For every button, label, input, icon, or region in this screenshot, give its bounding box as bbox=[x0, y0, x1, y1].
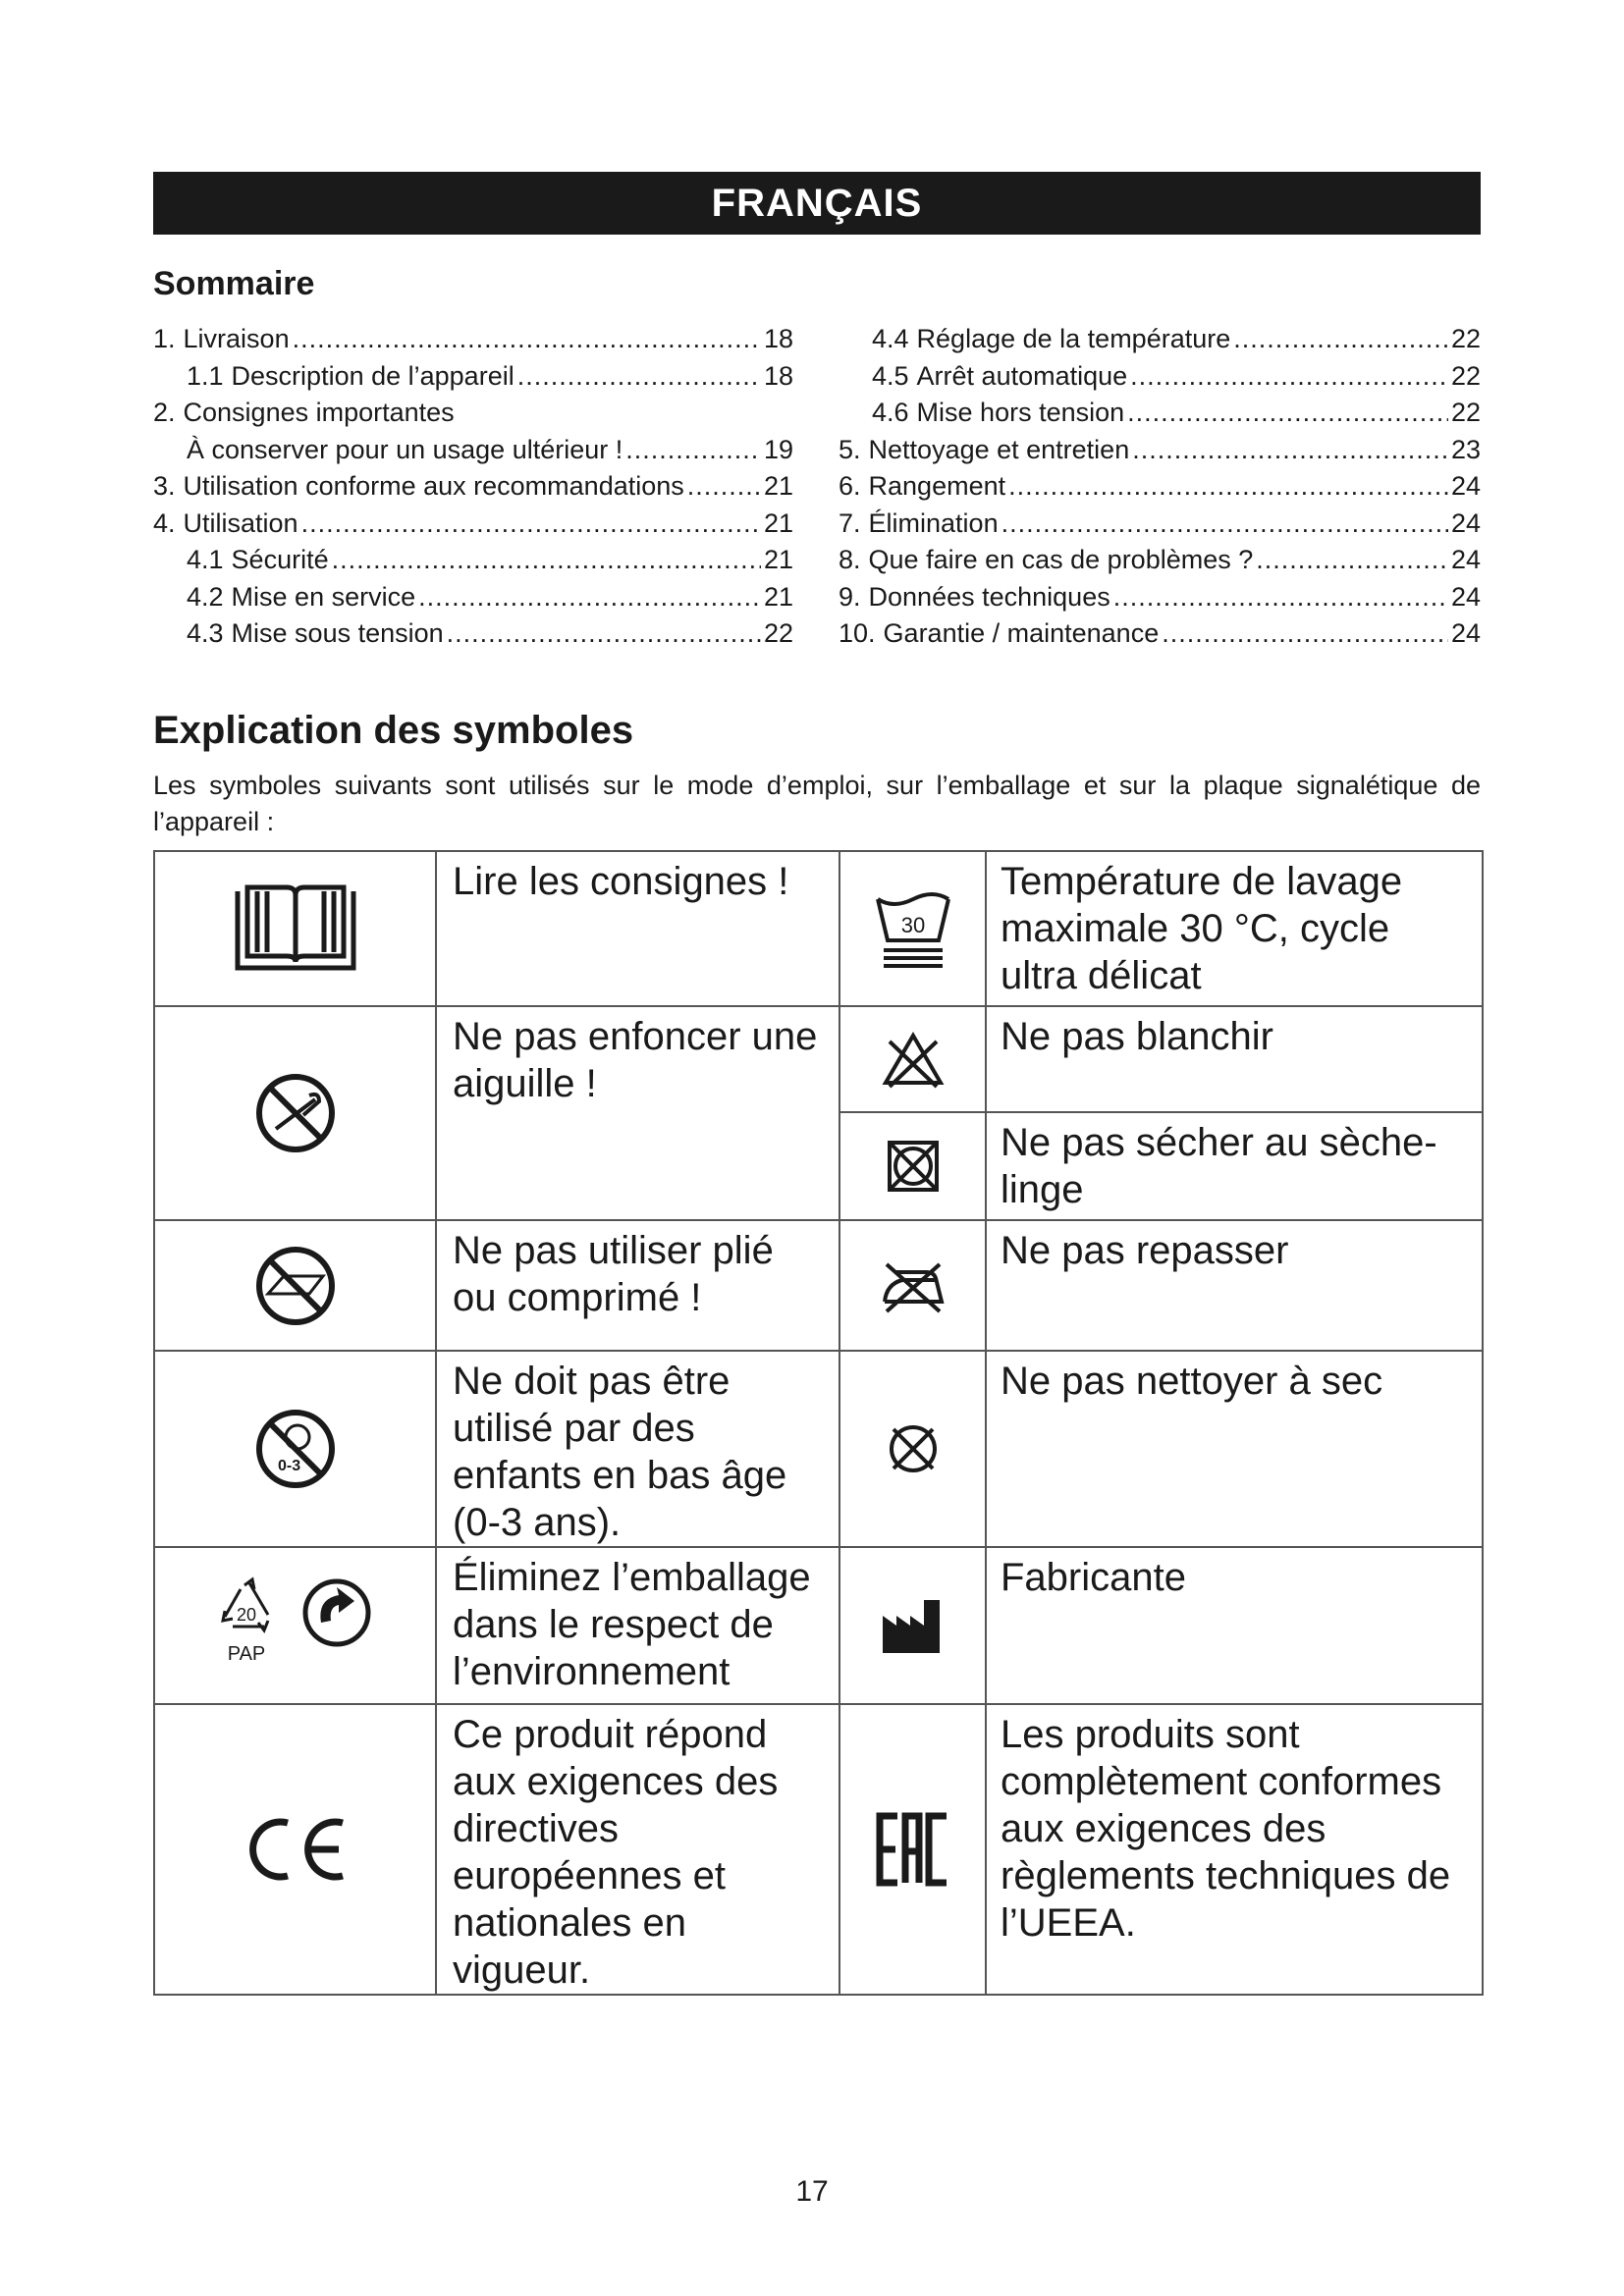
toc-leader-dots bbox=[1113, 579, 1448, 616]
toc-entry bbox=[153, 506, 793, 543]
table-row bbox=[154, 1547, 1483, 1704]
toc-entry-number: 8. bbox=[839, 545, 861, 574]
toc-entry-label: Données techniques bbox=[868, 581, 1110, 612]
wash-temp-label: 30 bbox=[900, 913, 925, 937]
no-dry-clean-icon bbox=[839, 1351, 986, 1547]
toc-entry-number: 4. bbox=[153, 507, 176, 538]
toc-entry-label: Mise sous tension bbox=[231, 618, 444, 648]
toc-entry-number: 4.3 bbox=[187, 618, 224, 648]
page-number: 17 bbox=[795, 2175, 829, 2208]
toc-entry-number: 5. bbox=[839, 434, 861, 464]
toc-entry-label: Garantie / maintenance bbox=[883, 618, 1160, 648]
toc-leader-dots bbox=[1130, 358, 1448, 396]
wash-30-icon bbox=[839, 851, 986, 1006]
no-needle-text: Ne pas enfoncer une aiguille ! bbox=[436, 1006, 839, 1220]
table-row bbox=[154, 1006, 1483, 1112]
toc-entry-label: Nettoyage et entretien bbox=[868, 434, 1130, 464]
toc-entry-page: 23 bbox=[1450, 434, 1481, 464]
toc-leader-dots bbox=[301, 506, 761, 543]
toc-entry bbox=[153, 432, 793, 469]
toc-leader-dots bbox=[447, 615, 761, 653]
toc-leader-dots bbox=[517, 358, 761, 396]
table-row bbox=[154, 1351, 1483, 1547]
toc-entry-label: Consignes importantes bbox=[183, 398, 455, 427]
toc-entry bbox=[153, 579, 793, 616]
toc-entry-page: 21 bbox=[763, 545, 793, 574]
ce-conformity-text: Ce produit répond aux exigences des directives européennes et nationales en vigueur. bbox=[436, 1704, 839, 1995]
toc-entry-label: Mise en service bbox=[231, 581, 416, 612]
toc-entry-label: Arrêt automatique bbox=[916, 360, 1128, 391]
manufacturer-icon bbox=[839, 1547, 986, 1704]
toc-entry bbox=[153, 542, 793, 579]
toc-entry-number: 9. bbox=[839, 581, 861, 612]
toc-entry-page: 24 bbox=[1450, 581, 1481, 612]
toc-entry-page: 18 bbox=[763, 324, 793, 353]
toc-leader-dots bbox=[687, 468, 761, 506]
toc-leader-dots bbox=[332, 542, 761, 579]
language-header: FRANÇAIS bbox=[153, 172, 1481, 235]
no-bleach-text: Ne pas blanchir bbox=[986, 1006, 1483, 1112]
toc-entry-page: 24 bbox=[1450, 618, 1481, 648]
toc-entry-number: 7. bbox=[839, 507, 861, 538]
toc-entry-page: 21 bbox=[763, 507, 793, 538]
toc-leader-dots bbox=[293, 321, 761, 358]
toc-entry bbox=[839, 395, 1481, 432]
toc-entry-number: 4.6 bbox=[872, 398, 909, 427]
toc-entry-number: 4.1 bbox=[187, 545, 224, 574]
toc-entry-number: 6. bbox=[839, 471, 861, 501]
toc-entry-label: Rangement bbox=[868, 471, 1006, 501]
toc-entry bbox=[153, 468, 793, 506]
no-children-text: Ne doit pas être utilisé par des enfants en bas âge (0-3 ans). bbox=[436, 1351, 839, 1547]
eac-conformity-text: Les produits sont complètement conformes aux exigences des règlements techniques de l’UEEA. bbox=[986, 1704, 1483, 1995]
no-tumble-dry-icon bbox=[839, 1112, 986, 1220]
read-instructions-text: Lire les consignes ! bbox=[436, 851, 839, 1006]
toc-left-column bbox=[153, 321, 793, 653]
symbols-intro: Les symboles suivants sont utilisés sur le mode d’emploi, sur l’emballage et sur la plaque signalétique de l’appareil : bbox=[153, 771, 1481, 836]
toc-leader-dots bbox=[1127, 395, 1448, 432]
no-iron-text: Ne pas repasser bbox=[986, 1220, 1483, 1351]
toc-entry-page: 22 bbox=[1450, 324, 1481, 353]
no-folded-icon bbox=[154, 1220, 436, 1351]
toc-leader-dots bbox=[1001, 506, 1448, 543]
wash-temp-text: Température de lavage maximale 30 °C, cycle ultra délicat bbox=[986, 851, 1483, 1006]
symbols-table bbox=[153, 850, 1484, 1996]
toc-entry-number: 2. bbox=[153, 398, 176, 427]
toc-entry-page: 24 bbox=[1450, 545, 1481, 574]
toc-leader-dots bbox=[1233, 321, 1448, 358]
toc-entry-page: 22 bbox=[1450, 360, 1481, 391]
toc-entry-label: Livraison bbox=[183, 324, 290, 353]
toc-entry bbox=[839, 615, 1481, 653]
recycle-code: 20 bbox=[236, 1605, 256, 1625]
no-folded-text: Ne pas utiliser plié ou comprimé ! bbox=[436, 1220, 839, 1351]
toc-entry bbox=[839, 432, 1481, 469]
toc-entry-page: 18 bbox=[763, 360, 793, 391]
toc-entry bbox=[153, 395, 793, 432]
no-children-icon bbox=[154, 1351, 436, 1547]
toc-entry-label: Élimination bbox=[868, 507, 999, 538]
toc-entry-number: 1. bbox=[153, 324, 176, 353]
toc-entry-label: À conserver pour un usage ultérieur ! bbox=[187, 434, 623, 464]
toc-entry-label: Utilisation conforme aux recommandations bbox=[183, 471, 684, 501]
recycling-icons bbox=[154, 1547, 436, 1704]
toc-entry-number: 3. bbox=[153, 471, 176, 501]
toc-leader-dots bbox=[418, 579, 761, 616]
manufacturer-text: Fabricante bbox=[986, 1547, 1483, 1704]
dispose-packaging-text: Éliminez l’emballage dans le respect de l’environnement bbox=[436, 1547, 839, 1704]
toc-leader-dots bbox=[1256, 542, 1448, 579]
toc-entry-page: 22 bbox=[1450, 398, 1481, 427]
toc-entry bbox=[153, 321, 793, 358]
toc-entry bbox=[153, 615, 793, 653]
table-row bbox=[154, 1704, 1483, 1995]
toc-entry-number: 1.1 bbox=[187, 360, 224, 391]
toc-entry-label: Que faire en cas de problèmes ? bbox=[868, 545, 1254, 574]
toc-entry bbox=[839, 579, 1481, 616]
no-tumble-dry-text: Ne pas sécher au sèche-linge bbox=[986, 1112, 1483, 1220]
toc-entry-label: Réglage de la température bbox=[916, 324, 1231, 353]
toc-entry bbox=[839, 358, 1481, 396]
toc-entry-label: Description de l’appareil bbox=[231, 360, 514, 391]
toc-entry bbox=[839, 468, 1481, 506]
toc-heading: Sommaire bbox=[153, 265, 315, 302]
book-icon bbox=[154, 851, 436, 1006]
toc-entry-number: 4.2 bbox=[187, 581, 224, 612]
toc-leader-dots bbox=[1132, 432, 1448, 469]
toc-leader-dots bbox=[625, 432, 761, 469]
toc-entry-page: 24 bbox=[1450, 471, 1481, 501]
toc-entry-label: Sécurité bbox=[231, 545, 329, 574]
symbols-heading: Explication des symboles bbox=[153, 709, 634, 752]
toc-entry-page: 19 bbox=[763, 434, 793, 464]
toc-entry-number: 10. bbox=[839, 618, 876, 648]
toc-leader-dots bbox=[1008, 468, 1448, 506]
toc-entry-page: 22 bbox=[763, 618, 793, 648]
toc-entry bbox=[839, 321, 1481, 358]
toc-entry-number: 4.5 bbox=[872, 360, 909, 391]
toc-entry bbox=[153, 358, 793, 396]
eac-mark-icon bbox=[839, 1704, 986, 1995]
toc-leader-dots bbox=[1162, 615, 1448, 653]
table-row bbox=[154, 1220, 1483, 1351]
no-iron-icon bbox=[839, 1220, 986, 1351]
recycle-material: PAP bbox=[227, 1643, 265, 1665]
no-needle-icon bbox=[154, 1006, 436, 1220]
no-bleach-icon bbox=[839, 1006, 986, 1112]
age-label: 0-3 bbox=[277, 1458, 300, 1474]
toc-entry-number: 4.4 bbox=[872, 324, 909, 353]
toc-entry-page: 21 bbox=[763, 581, 793, 612]
toc-entry bbox=[839, 506, 1481, 543]
toc-entry-label: Mise hors tension bbox=[916, 398, 1125, 427]
toc-entry bbox=[839, 542, 1481, 579]
toc-right-column bbox=[839, 321, 1481, 653]
no-dry-clean-text: Ne pas nettoyer à sec bbox=[986, 1351, 1483, 1547]
toc-entry-page: 24 bbox=[1450, 507, 1481, 538]
toc-entry-label: Utilisation bbox=[183, 507, 298, 538]
table-row bbox=[154, 851, 1483, 1006]
ce-mark-icon bbox=[154, 1704, 436, 1995]
toc-entry-page: 21 bbox=[763, 471, 793, 501]
